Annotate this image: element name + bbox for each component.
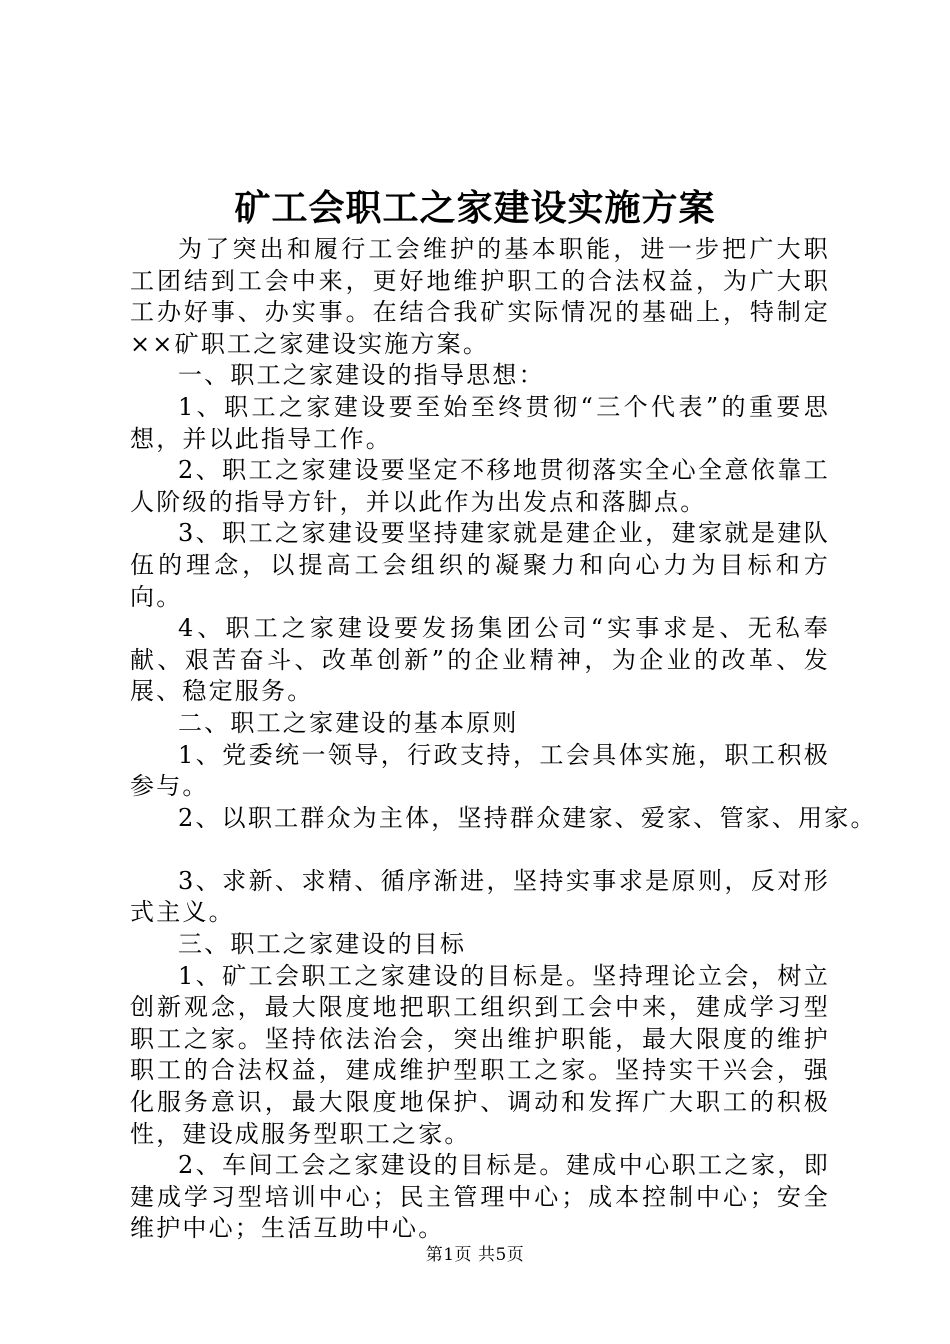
principle-item-3: 3、求新、求精、循序渐进，坚持实事求是原则，反对形式主义。 bbox=[130, 866, 830, 927]
intro-paragraph: 为了突出和履行工会维护的基本职能，进一步把广大职工团结到工会中来，更好地维护职工的合法权益，为广大职工办好事、办实事。在结合我矿实际情况的基础上，特制定××矿职工之家建设实施方案。 bbox=[130, 235, 830, 358]
section-heading-guiding-thought: 一、职工之家建设的指导思想： bbox=[178, 361, 545, 390]
section-heading-goals: 三、职工之家建设的目标 bbox=[178, 930, 467, 959]
guiding-item-1: 1、职工之家建设要至始至终贯彻“三个代表”的重要思想，并以此指导工作。 bbox=[130, 392, 830, 453]
principle-item-1: 1、党委统一领导，行政支持，工会具体实施，职工积极参与。 bbox=[130, 740, 830, 801]
goal-item-1: 1、矿工会职工之家建设的目标是。坚持理论立会，树立创新观念，最大限度地把职工组织到工会中来，建成学习型职工之家。坚持依法治会，突出维护职能，最大限度的维护职工的合法权益，建成维护型职工之家。坚持实干兴会，强化服务意识，最大限度地保护、调动和发挥广大职工的积极性，建设成服务型职工之家。 bbox=[130, 961, 830, 1148]
guiding-item-3: 3、职工之家建设要坚持建家就是建企业，建家就是建队伍的理念，以提高工会组织的凝聚力和向心力为目标和方向。 bbox=[130, 519, 830, 611]
page-footer: 第1页 共5页 bbox=[425, 1245, 525, 1265]
goal-item-2: 2、车间工会之家建设的目标是。建成中心职工之家，即建成学习型培训中心；民主管理中心；成本控制中心；安全维护中心；生活互助中心。 bbox=[130, 1151, 830, 1243]
principle-item-2: 2、以职工群众为主体，坚持群众建家、爱家、管家、用家。 bbox=[178, 803, 877, 832]
guiding-item-2: 2、职工之家建设要坚定不移地贯彻落实全心全意依靠工人阶级的指导方针，并以此作为出发点和落脚点。 bbox=[130, 456, 830, 516]
document-title: 矿工会职工之家建设实施方案 bbox=[234, 187, 716, 229]
guiding-item-4: 4、职工之家建设要发扬集团公司“实事求是、无私奉献、艰苦奋斗、改革创新”的企业精神，为企业的改革、发展、稳定服务。 bbox=[130, 614, 830, 706]
section-heading-principles: 二、职工之家建设的基本原则 bbox=[178, 708, 519, 737]
document-body bbox=[130, 234, 877, 1245]
